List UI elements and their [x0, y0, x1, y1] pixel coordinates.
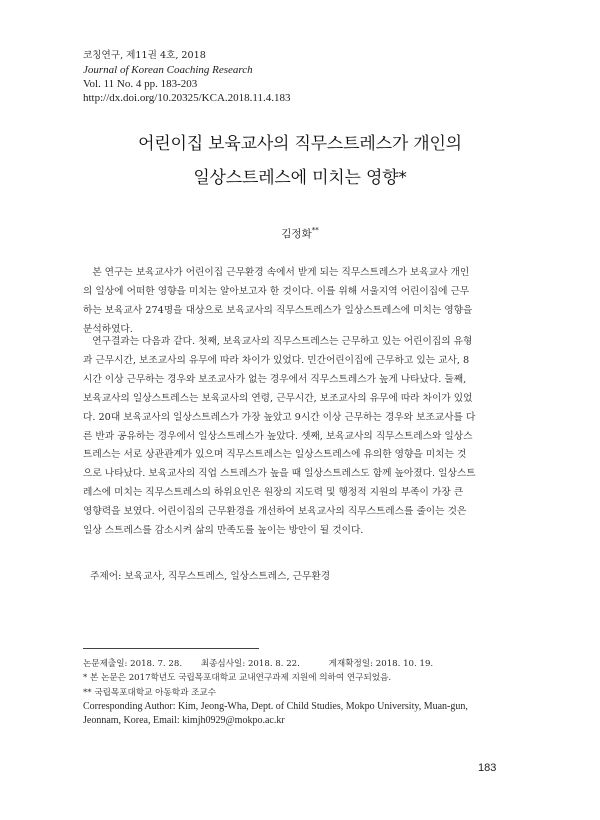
footnotes — [83, 657, 523, 728]
abstract-line: 일상 스트레스를 감소시켜 삶의 만족도를 높이는 방안이 될 것이다. — [83, 525, 364, 537]
author-name: 김정화 — [281, 228, 312, 240]
accepted-date: 게재확정일: 2018. 10. 19. — [328, 659, 434, 669]
corresponding-author-line-1: Corresponding Author: Kim, Jeong-Wha, Dept. of Child Studies, Mokpo University, Muan-gun, — [83, 700, 468, 712]
paper-title-line-2: 일상스트레스에 미치는 영향* — [193, 168, 407, 188]
abstract-line: 영향력을 보였다. 어린이집의 근무환경을 개선하여 보육교사의 직무스트레스를 줄이는 것은 — [83, 506, 467, 518]
abstract-line: 으로 나타났다. 보육교사의 직업 스트레스가 높을 때 일상스트레스도 함께 높아졌다. 일상스트 — [83, 468, 476, 480]
paper-title-line-1: 어린이집 보육교사의 직무스트레스가 개인의 — [138, 134, 462, 154]
submission-dates — [83, 657, 523, 671]
abstract-line: 트레스는 서로 상관관계가 있으며 직무스트레스는 일상스트레스에 유의한 영향을 미치는 것 — [83, 449, 467, 461]
abstract-line: 른 반과 공유하는 경우에서 일상스트레스가 높았다. 셋째, 보육교사의 직무스트레스와 일상스 — [83, 430, 473, 442]
abstract-line: 시간 이상 근무하는 경우와 보조교사가 없는 경우에서 직무스트레스가 높게 나타났다. 둘째, — [83, 373, 467, 385]
corresponding-author-line-2: Jeonnam, Korea, Email: kimjh0929@mokpo.ac.kr — [83, 715, 285, 727]
abstract-line: 연구결과는 다음과 같다. 첫째, 보육교사의 직무스트레스는 근무하고 있는 어린이집의 유형 — [83, 336, 473, 347]
abstract-line: 레스에 미치는 직무스트레스의 하위요인은 원장의 지도력 및 행정적 지원의 부족이 가장 큰 — [83, 487, 464, 499]
funding-footnote: * 본 논문은 2017학년도 국립목포대학교 교내연구과제 지원에 의하여 연구되었음. — [83, 673, 392, 684]
abstract-line: 의 일상에 어떠한 영향을 미치는 알아보고자 한 것이다. 이를 위해 서울지역 어린이집에 근무 — [83, 285, 470, 297]
journal-header — [83, 49, 290, 105]
author-footnote-mark: ** — [311, 226, 319, 235]
abstract-paragraph-1 — [83, 264, 520, 340]
journal-volume: Vol. 11 No. 4 pp. 183-203 — [83, 78, 198, 90]
abstract-line: 다. 20대 보육교사의 일상스트레스가 가장 높았고 9시간 이상 근무하는 경우와 보조교사를 다 — [83, 411, 476, 423]
affiliation-footnote: ** 국립목포대학교 아동학과 조교수 — [83, 687, 217, 698]
abstract-paragraph-2 — [83, 333, 520, 541]
reviewed-date: 최종심사일: 2018. 8. 22. — [200, 659, 300, 669]
author-line — [0, 226, 600, 241]
submitted-date: 논문제출일: 2018. 7. 28. — [83, 659, 183, 669]
abstract-line: 과 근무시간, 보조교사의 유무에 따라 차이가 있었다. 민간어린이집에 근무하고 있는 교사, 8 — [83, 354, 470, 366]
journal-english-name: Journal of Korean Coaching Research — [83, 64, 253, 76]
keywords: 주제어: 보육교사, 직무스트레스, 일상스트레스, 근무환경 — [90, 571, 331, 582]
footnote-divider — [83, 648, 259, 649]
abstract-line: 분석하였다. — [83, 323, 133, 335]
journal-korean-citation: 코칭연구, 제11권 4호, 2018 — [83, 50, 206, 61]
abstract-line: 보육교사의 일상스트레스는 보육교사의 연령, 근무시간, 보조교사의 유무에 따라 차이가 있었 — [83, 392, 473, 404]
abstract-line: 본 연구는 보육교사가 어린이집 근무환경 속에서 받게 되는 직무스트레스가 보육교사 개인 — [83, 267, 470, 278]
page-number: 183 — [478, 762, 497, 774]
journal-doi-link[interactable]: http://dx.doi.org/10.20325/KCA.2018.11.4.183 — [83, 92, 291, 104]
abstract-line: 하는 보육교사 274명을 대상으로 보육교사의 직무스트레스가 일상스트레스에 미치는 영향을 — [83, 304, 473, 316]
